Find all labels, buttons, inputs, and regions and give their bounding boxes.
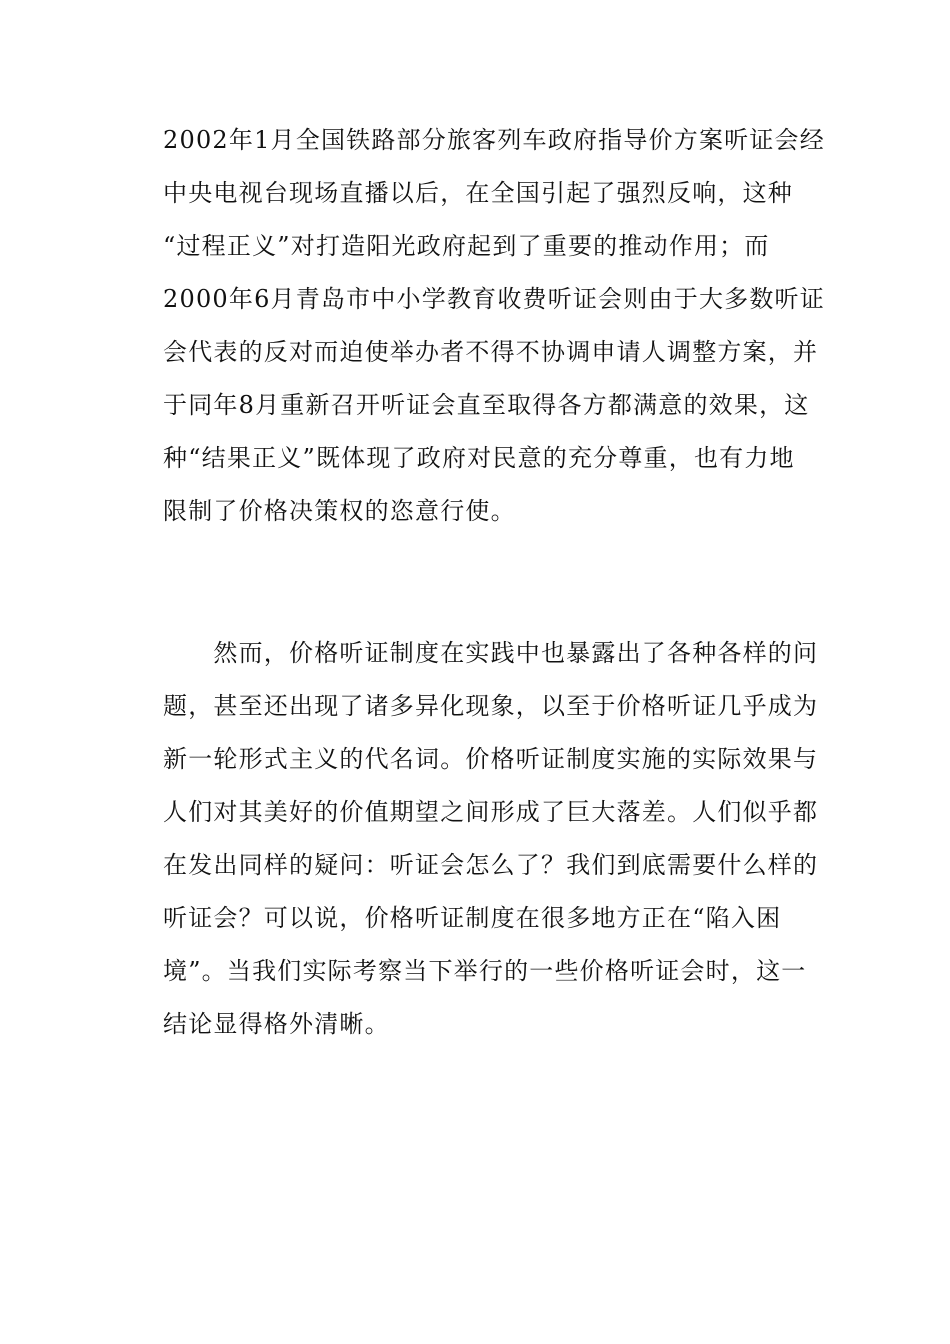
paragraph-line: 种“结果正义”既体现了政府对民意的充分尊重，也有力地	[163, 444, 795, 472]
paragraph-line: 2002年1月全国铁路部分旅客列车政府指导价方案听证会经	[163, 126, 825, 154]
paragraph-line: 听证会？可以说，价格听证制度在很多地方正在“陷入困	[163, 904, 782, 932]
paragraph-line: 限制了价格决策权的恣意行使。	[163, 497, 516, 525]
paragraph-line: 新一轮形式主义的代名词。价格听证制度实施的实际效果与	[163, 745, 819, 773]
paragraph-line: 结论显得格外清晰。	[163, 1010, 390, 1038]
paragraph-line: 于同年8月重新召开听证会直至取得各方都满意的效果，这	[163, 391, 810, 419]
paragraph-line: 会代表的反对而迫使举办者不得不协调申请人调整方案，并	[163, 338, 819, 366]
paragraph-line: 中央电视台现场直播以后，在全国引起了强烈反响，这种	[163, 179, 793, 207]
paragraph-line: 在发出同样的疑问：听证会怎么了？我们到底需要什么样的	[163, 851, 819, 879]
paragraph-line: “过程正义”对打造阳光政府起到了重要的推动作用；而	[163, 232, 770, 260]
paragraph-line: 人们对其美好的价值期望之间形成了巨大落差。人们似乎都	[163, 798, 819, 826]
paragraph-line: 境”。当我们实际考察当下举行的一些价格听证会时，这一	[163, 957, 807, 985]
paragraph-line: 题，甚至还出现了诸多异化现象，以至于价格听证几乎成为	[163, 692, 819, 720]
paragraph-line: 2000年6月青岛市中小学教育收费听证会则由于大多数听证	[163, 285, 825, 313]
paragraph-line: 然而，价格听证制度在实践中也暴露出了各种各样的问	[163, 639, 819, 667]
